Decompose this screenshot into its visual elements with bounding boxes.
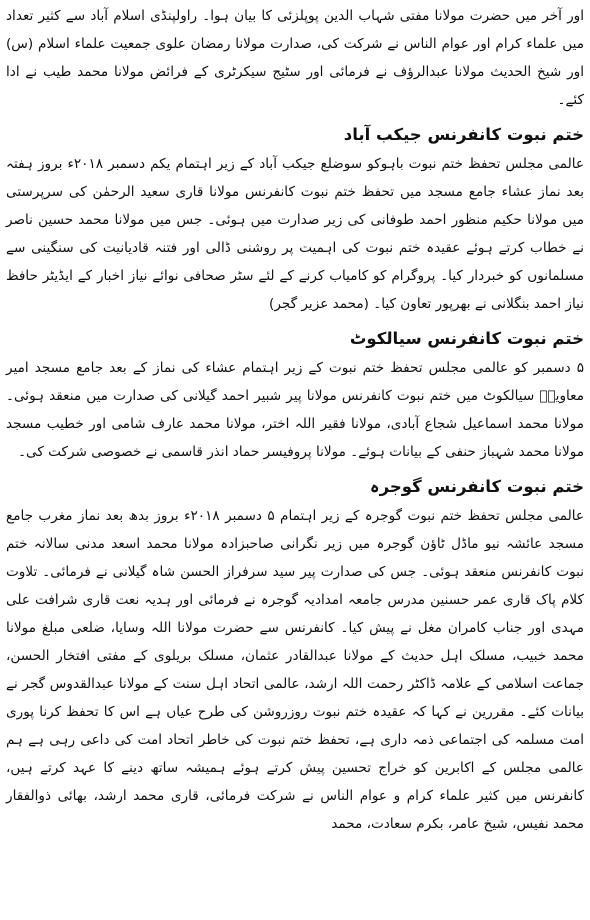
intro-paragraph: اور آخر میں حضرت مولانا مفتی شہاب الدین پوپلزئی کا بیان ہوا۔ راولپنڈی اسلام آباد سے کثیر تعداد میں علماء کرام اور عوام الناس نے شرکت کی، صدارت مولانا رمضان علوی جمعیت علماء اسلام (س) اور شیخ الحدیث مولانا عبدالرؤف نے فرمائی اور سٹیج سیکرٹری کے فرائض مولانا محمد طیب نے ادا کئے۔ [6, 8, 584, 108]
section-heading-jacobabad: ختم نبوت کانفرنس جیکب آباد [343, 125, 584, 144]
section-body-jacobabad: عالمی مجلس تحفظ ختم نبوت باہوکو سوضلع جیکب آباد کے زیر اہتمام یکم دسمبر ۲۰۱۸ء بروز ہفتہ بعد نماز عشاء جامع مسجد میں تحفظ ختم نبوت کانفرنس مولانا قاری سعید الرحمٰن کی سرپرستی میں مولانا حکیم منظور احمد طوفانی کی زیر صدارت میں ہوئی۔ جس میں مولانا محمد حسین ناصر نے خطاب کرتے ہوئے عقیدہ ختم نبوت کی اہمیت پر روشنی ڈالی اور فتنہ قادیانیت کی سنگینی سے مسلمانوں کو خبردار کیا۔ پروگرام کو کامیاب کرنے کے لئے سٹر صحافی نوائے نیاز اخبار کے ایڈیٹر حافظ نیاز احمد بنگلانی نے بھرپور تعاون کیا۔ (محمد عزیر گجر) [6, 156, 584, 312]
section-heading-gojra: ختم نبوت کانفرنس گوجرہ [369, 477, 584, 496]
article-page [6, 2, 584, 918]
section-heading-sialkot: ختم نبوت کانفرنس سیالکوٹ [349, 329, 584, 348]
section-body-sialkot: ۵ دسمبر کو عالمی مجلس تحفظ ختم نبوت کے زیر اہتمام عشاء کی نماز کے بعد جامع مسجد امیر معاویہؓ سیالکوٹ میں ختم نبوت کانفرنس مولانا پیر شبیر احمد گیلانی کی صدارت میں منعقد ہوئی۔ مولانا محمد اسماعیل شجاع آبادی، مولانا فقیر اللہ اختر، مولانا محمد عارف شامی اور خطیب مسجد مولانا محمد شہباز حنفی کے بیانات ہوئے۔ مولانا پروفیسر حماد انذر قاسمی نے خصوصی شرکت کی۔ [6, 360, 584, 460]
section-body-gojra: عالمی مجلس تحفظ ختم نبوت گوجرہ کے زیر اہتمام ۵ دسمبر ۲۰۱۸ء بروز بدھ بعد نماز مغرب جامع مسجد عائشہ نیو ماڈل ٹاؤن گوجرہ میں زیر نگرانی صاحبزادہ مولانا محمد اسعد مدنی سالانہ ختم نبوت کانفرنس منعقد ہوئی۔ جس کی صدارت پیر سید سرفراز الحسن شاہ گیلانی نے فرمائی۔ تلاوت کلام پاک قاری عمر حسنین مدرس جامعہ امدادیہ گوجرہ نے فرمائی اور ہدیہ نعت قاری شرافت علی مہدی اور جناب کامران مغل نے پیش کیا۔ کانفرنس سے حضرت مولانا اللہ وسایا، ضلعی مبلغ مولانا محمد خبیب، مسلک اہل حدیث کے مولانا عبدالقادر عثمان، مسلک بریلوی کے مفتی افتخار الحسن، جماعت اسلامی کے علامہ ڈاکٹر رحمت اللہ ارشد، عالمی اتحاد اہل سنت کے مولانا عبدالقدوس گجر نے بیانات کئے۔ مقررین نے کہا کہ عقیدہ ختم نبوت روزروشن کی طرح عیاں ہے اس کا تحفظ کرنا پوری امت مسلمہ کی اجتماعی ذمہ داری ہے، تحفظ ختم نبوت کی خاطر اتحاد امت کی داعی رہی ہے ہم عالمی مجلس کے اکابرین کو خراج تحسین پیش کرتے ہوئے ہمیشہ ساتھ دینے کا عہد کرتے ہیں، کانفرنس میں کثیر علماء کرام و عوام الناس نے شرکت فرمائی، قاری محمد ارشد، بھائی ذوالفقار محمد نفیس، شیخ عامر، بکرم سعادت، محمد [6, 508, 584, 832]
